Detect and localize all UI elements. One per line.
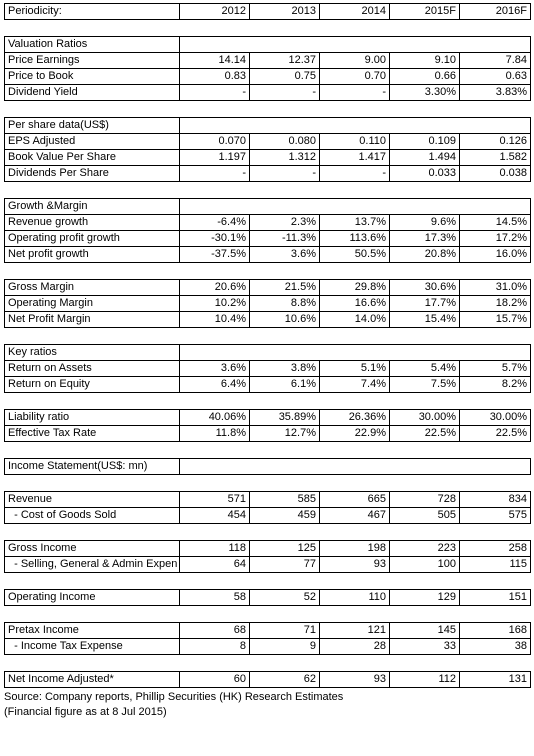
value-cell: 1.494: [390, 150, 460, 166]
row-label: Net Profit Margin: [5, 312, 180, 328]
value-cell: 0.070: [180, 134, 250, 150]
section-row: [5, 118, 531, 134]
value-cell: 71: [250, 623, 320, 639]
value-cell: -6.4%: [180, 215, 250, 231]
table-row: [5, 541, 531, 557]
year-2013: 2013: [250, 4, 320, 20]
value-cell: 131: [460, 672, 531, 688]
table-row: [5, 623, 531, 639]
value-cell: 14.14: [180, 53, 250, 69]
value-cell: 16.6%: [320, 296, 390, 312]
table-row: [5, 231, 531, 247]
year-2014: 2014: [320, 4, 390, 20]
value-cell: 129: [390, 590, 460, 606]
value-cell: 33: [390, 639, 460, 655]
section-row: [5, 345, 531, 361]
value-cell: 60: [180, 672, 250, 688]
value-cell: 0.110: [320, 134, 390, 150]
value-cell: 665: [320, 492, 390, 508]
section-title: Valuation Ratios: [5, 37, 180, 53]
value-cell: 0.033: [390, 166, 460, 182]
value-cell: 0.83: [180, 69, 250, 85]
value-cell: 62: [250, 672, 320, 688]
value-cell: 2.3%: [250, 215, 320, 231]
value-cell: 0.75: [250, 69, 320, 85]
table-row: [5, 280, 531, 296]
value-cell: 9.10: [390, 53, 460, 69]
value-cell: 22.5%: [390, 426, 460, 442]
financial-table: [4, 3, 531, 688]
value-cell: 1.312: [250, 150, 320, 166]
value-cell: 459: [250, 508, 320, 524]
row-label: Revenue: [5, 492, 180, 508]
value-cell: 28: [320, 639, 390, 655]
value-cell: 9.00: [320, 53, 390, 69]
year-2015f: 2015F: [390, 4, 460, 20]
header-row: [5, 4, 531, 20]
value-cell: 68: [180, 623, 250, 639]
value-cell: 16.0%: [460, 247, 531, 263]
table-row: [5, 296, 531, 312]
value-cell: 151: [460, 590, 531, 606]
value-cell: -37.5%: [180, 247, 250, 263]
value-cell: 35.89%: [250, 410, 320, 426]
value-cell: 18.2%: [460, 296, 531, 312]
spacer-row: [5, 182, 531, 199]
section-blank: [180, 118, 531, 134]
value-cell: 12.7%: [250, 426, 320, 442]
value-cell: 64: [180, 557, 250, 573]
value-cell: 10.6%: [250, 312, 320, 328]
section-blank: [180, 37, 531, 53]
value-cell: 0.66: [390, 69, 460, 85]
spacer-row: [5, 328, 531, 345]
section-title: Per share data(US$): [5, 118, 180, 134]
spacer-row: [5, 655, 531, 672]
value-cell: 0.080: [250, 134, 320, 150]
value-cell: 10.2%: [180, 296, 250, 312]
table-row: [5, 508, 531, 524]
value-cell: 5.4%: [390, 361, 460, 377]
section-title: Key ratios: [5, 345, 180, 361]
spacer-row: [5, 393, 531, 410]
row-label: Gross Income: [5, 541, 180, 557]
row-label: Dividend Yield: [5, 85, 180, 101]
table-row: [5, 590, 531, 606]
spacer-row: [5, 524, 531, 541]
value-cell: 22.5%: [460, 426, 531, 442]
value-cell: -: [180, 85, 250, 101]
value-cell: 1.417: [320, 150, 390, 166]
value-cell: 14.5%: [460, 215, 531, 231]
value-cell: 31.0%: [460, 280, 531, 296]
value-cell: 17.2%: [460, 231, 531, 247]
value-cell: 21.5%: [250, 280, 320, 296]
value-cell: 5.1%: [320, 361, 390, 377]
value-cell: 15.4%: [390, 312, 460, 328]
value-cell: -: [250, 166, 320, 182]
table-row: [5, 492, 531, 508]
row-label: Effective Tax Rate: [5, 426, 180, 442]
value-cell: 454: [180, 508, 250, 524]
section-title: Growth &Margin: [5, 199, 180, 215]
footer: [4, 691, 530, 718]
value-cell: -: [250, 85, 320, 101]
value-cell: 198: [320, 541, 390, 557]
value-cell: 9.6%: [390, 215, 460, 231]
spacer-row: [5, 263, 531, 280]
table-row: [5, 361, 531, 377]
table-row: [5, 426, 531, 442]
value-cell: 8.8%: [250, 296, 320, 312]
section-title: Income Statement(US$: mn): [5, 459, 180, 475]
value-cell: 12.37: [250, 53, 320, 69]
value-cell: 113.6%: [320, 231, 390, 247]
table-row: [5, 150, 531, 166]
section-row: [5, 199, 531, 215]
section-blank: [180, 345, 531, 361]
row-label: Dividends Per Share: [5, 166, 180, 182]
value-cell: 93: [320, 557, 390, 573]
value-cell: 3.83%: [460, 85, 531, 101]
value-cell: 115: [460, 557, 531, 573]
spacer-row: [5, 442, 531, 459]
table-row: [5, 639, 531, 655]
value-cell: 9: [250, 639, 320, 655]
spacer-cell: [5, 442, 531, 459]
value-cell: 77: [250, 557, 320, 573]
spacer-cell: [5, 263, 531, 280]
value-cell: 467: [320, 508, 390, 524]
spacer-cell: [5, 20, 531, 37]
row-label: Operating Margin: [5, 296, 180, 312]
value-cell: 26.36%: [320, 410, 390, 426]
value-cell: 20.8%: [390, 247, 460, 263]
value-cell: 14.0%: [320, 312, 390, 328]
value-cell: 11.8%: [180, 426, 250, 442]
value-cell: 7.4%: [320, 377, 390, 393]
table-row: [5, 312, 531, 328]
spacer-row: [5, 573, 531, 590]
spacer-row: [5, 20, 531, 37]
value-cell: 125: [250, 541, 320, 557]
value-cell: 22.9%: [320, 426, 390, 442]
table-row: [5, 410, 531, 426]
section-blank: [180, 459, 531, 475]
value-cell: 15.7%: [460, 312, 531, 328]
row-label: EPS Adjusted: [5, 134, 180, 150]
table-row: [5, 247, 531, 263]
value-cell: 7.5%: [390, 377, 460, 393]
row-label: Price to Book: [5, 69, 180, 85]
value-cell: 10.4%: [180, 312, 250, 328]
value-cell: 5.7%: [460, 361, 531, 377]
value-cell: 1.582: [460, 150, 531, 166]
value-cell: 258: [460, 541, 531, 557]
spacer-cell: [5, 475, 531, 492]
row-label: - Cost of Goods Sold: [5, 508, 180, 524]
value-cell: 223: [390, 541, 460, 557]
value-cell: 8: [180, 639, 250, 655]
row-label: - Selling, General & Admin Expen: [5, 557, 180, 573]
table-row: [5, 166, 531, 182]
value-cell: 6.1%: [250, 377, 320, 393]
value-cell: 0.038: [460, 166, 531, 182]
periodicity-label: Periodicity:: [5, 4, 180, 20]
spacer-cell: [5, 524, 531, 541]
value-cell: 505: [390, 508, 460, 524]
row-label: Liability ratio: [5, 410, 180, 426]
value-cell: -: [320, 166, 390, 182]
spacer-cell: [5, 606, 531, 623]
value-cell: 38: [460, 639, 531, 655]
section-row: [5, 37, 531, 53]
value-cell: 30.6%: [390, 280, 460, 296]
row-label: Price Earnings: [5, 53, 180, 69]
spacer-cell: [5, 393, 531, 410]
value-cell: 7.84: [460, 53, 531, 69]
spacer-cell: [5, 101, 531, 118]
row-label: Book Value Per Share: [5, 150, 180, 166]
value-cell: -: [320, 85, 390, 101]
value-cell: 3.8%: [250, 361, 320, 377]
row-label: Net profit growth: [5, 247, 180, 263]
value-cell: 6.4%: [180, 377, 250, 393]
spacer-row: [5, 475, 531, 492]
section-row: [5, 459, 531, 475]
row-label: Net Income Adjusted*: [5, 672, 180, 688]
spacer-row: [5, 101, 531, 118]
value-cell: 728: [390, 492, 460, 508]
value-cell: 30.00%: [390, 410, 460, 426]
year-2016f: 2016F: [460, 4, 531, 20]
spacer-cell: [5, 182, 531, 199]
value-cell: -11.3%: [250, 231, 320, 247]
value-cell: 17.3%: [390, 231, 460, 247]
value-cell: 110: [320, 590, 390, 606]
table-row: [5, 53, 531, 69]
value-cell: 168: [460, 623, 531, 639]
row-label: - Income Tax Expense: [5, 639, 180, 655]
value-cell: 0.126: [460, 134, 531, 150]
table-row: [5, 85, 531, 101]
value-cell: 52: [250, 590, 320, 606]
value-cell: 3.30%: [390, 85, 460, 101]
row-label: Return on Equity: [5, 377, 180, 393]
value-cell: 58: [180, 590, 250, 606]
value-cell: 575: [460, 508, 531, 524]
row-label: Operating profit growth: [5, 231, 180, 247]
table-row: [5, 134, 531, 150]
table-row: [5, 557, 531, 573]
value-cell: 13.7%: [320, 215, 390, 231]
value-cell: 571: [180, 492, 250, 508]
table-row: [5, 69, 531, 85]
value-cell: 112: [390, 672, 460, 688]
financial-table-body: [5, 4, 531, 688]
spacer-cell: [5, 655, 531, 672]
value-cell: 20.6%: [180, 280, 250, 296]
value-cell: 93: [320, 672, 390, 688]
value-cell: -30.1%: [180, 231, 250, 247]
table-row: [5, 672, 531, 688]
value-cell: 17.7%: [390, 296, 460, 312]
row-label: Pretax Income: [5, 623, 180, 639]
value-cell: 30.00%: [460, 410, 531, 426]
section-blank: [180, 199, 531, 215]
value-cell: 834: [460, 492, 531, 508]
value-cell: 0.70: [320, 69, 390, 85]
value-cell: 118: [180, 541, 250, 557]
row-label: Revenue growth: [5, 215, 180, 231]
value-cell: 8.2%: [460, 377, 531, 393]
value-cell: 0.63: [460, 69, 531, 85]
source-note: Source: Company reports, Phillip Securities (HK) Research Estimates: [4, 691, 344, 703]
value-cell: 145: [390, 623, 460, 639]
value-cell: 40.06%: [180, 410, 250, 426]
row-label: Gross Margin: [5, 280, 180, 296]
value-cell: 585: [250, 492, 320, 508]
row-label: Operating Income: [5, 590, 180, 606]
value-cell: 29.8%: [320, 280, 390, 296]
value-cell: 3.6%: [250, 247, 320, 263]
table-row: [5, 215, 531, 231]
value-cell: 0.109: [390, 134, 460, 150]
row-label: Return on Assets: [5, 361, 180, 377]
table-row: [5, 377, 531, 393]
spacer-row: [5, 606, 531, 623]
date-note: (Financial figure as at 8 Jul 2015): [4, 706, 167, 718]
value-cell: 3.6%: [180, 361, 250, 377]
value-cell: -: [180, 166, 250, 182]
spacer-cell: [5, 328, 531, 345]
value-cell: 121: [320, 623, 390, 639]
value-cell: 100: [390, 557, 460, 573]
spacer-cell: [5, 573, 531, 590]
value-cell: 50.5%: [320, 247, 390, 263]
year-2012: 2012: [180, 4, 250, 20]
value-cell: 1.197: [180, 150, 250, 166]
